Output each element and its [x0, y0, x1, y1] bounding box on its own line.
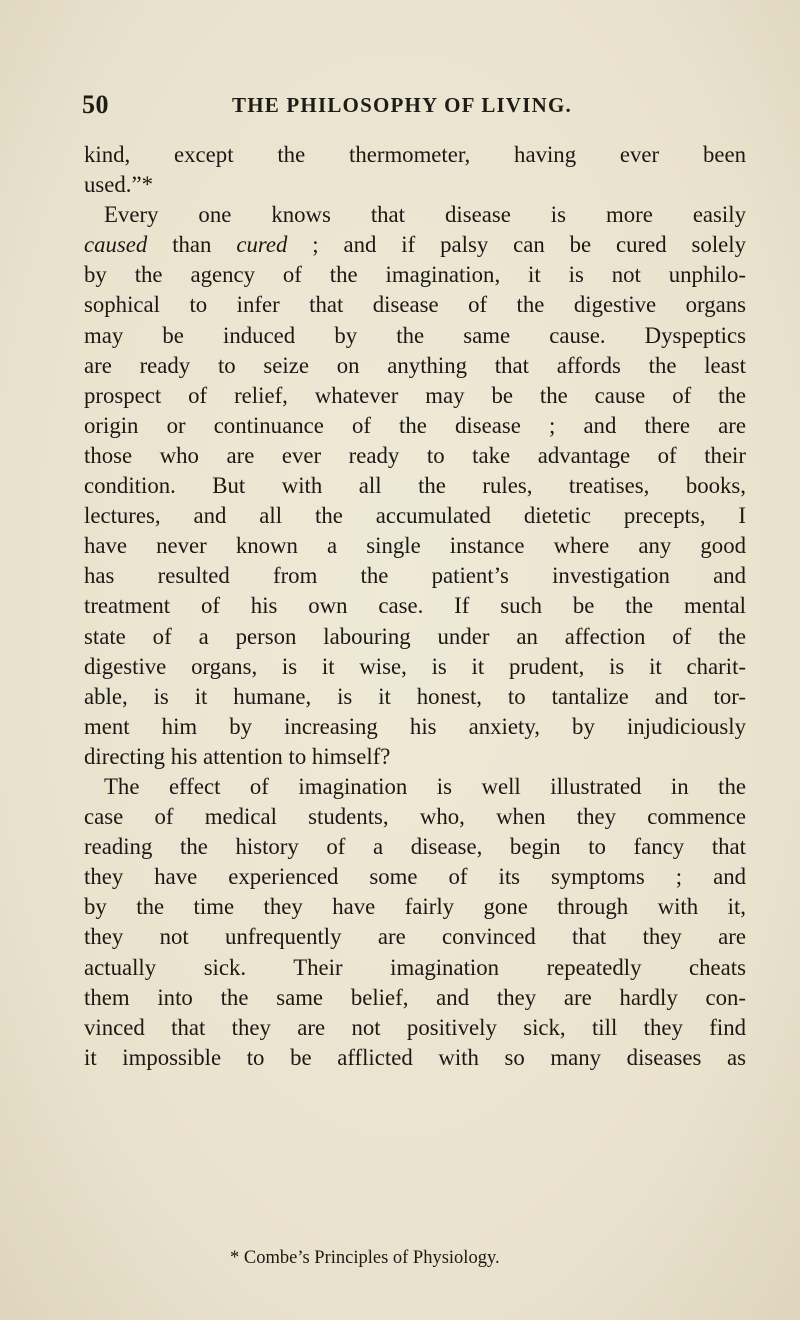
text-line: treatment of his own case. If such be the mental [84, 593, 746, 619]
text-line: reading the history of a disease, begin to fancy that [84, 834, 746, 860]
body-text [84, 140, 746, 1073]
footnote: * Combe’s Principles of Physiology. [230, 1248, 500, 1268]
text-line: used.”* [84, 172, 154, 198]
text-line: have never known a single instance where any good [84, 533, 746, 559]
text-line: directing his attention to himself? [84, 743, 391, 769]
italic-word: caused [84, 232, 148, 258]
text-line: case of medical students, who, when they commence [84, 804, 746, 830]
text-line: Every one knows that disease is more easily [104, 202, 746, 228]
text-line: kind, except the thermometer, having ever been [84, 142, 746, 167]
text-line: those who are ever ready to take advantage of their [84, 442, 746, 468]
text-line: them into the same belief, and they are hardly con- [84, 984, 746, 1010]
text-line: it impossible to be afflicted with so many diseases as [84, 1044, 746, 1070]
text-line-italic: caused than cured ; and if palsy can be cured solely [84, 232, 747, 258]
text-line: actually sick. Their imagination repeatedly cheats [84, 954, 746, 980]
text-line: condition. But with all the rules, treatises, books, [84, 473, 746, 499]
text-line: digestive organs, is it wise, is it prudent, is it charit- [84, 653, 746, 679]
running-head: THE PHILOSOPHY OF LIVING. [232, 93, 572, 117]
text-line: may be induced by the same cause. Dyspeptics [84, 322, 746, 348]
text-line: by the agency of the imagination, it is not unphilo- [84, 262, 746, 288]
text-line: has resulted from the patient’s investigation and [84, 563, 746, 589]
text-line: they not unfrequently are convinced that they are [84, 924, 746, 950]
text-line: by the time they have fairly gone through with it, [84, 894, 746, 920]
text-line: The effect of imagination is well illustrated in the [104, 773, 746, 799]
text-line: lectures, and all the accumulated dietetic precepts, I [84, 503, 746, 529]
page-number: 50 [82, 90, 109, 119]
page-header [82, 90, 742, 126]
text-line: origin or continuance of the disease ; and there are [84, 412, 746, 438]
italic-word: cured [236, 232, 288, 258]
text-line: ment him by increasing his anxiety, by injudiciously [84, 713, 746, 739]
text-line: prospect of relief, whatever may be the cause of the [84, 382, 746, 408]
text-line: state of a person labouring under an affection of the [84, 623, 746, 649]
text-line: vinced that they are not positively sick, till they find [84, 1014, 746, 1040]
text-line: they have experienced some of its symptoms ; and [84, 864, 746, 890]
text-line: sophical to infer that disease of the digestive organs [84, 292, 746, 318]
text-line: are ready to seize on anything that affords the least [84, 352, 746, 378]
text-line: able, is it humane, is it honest, to tantalize and tor- [84, 683, 746, 709]
